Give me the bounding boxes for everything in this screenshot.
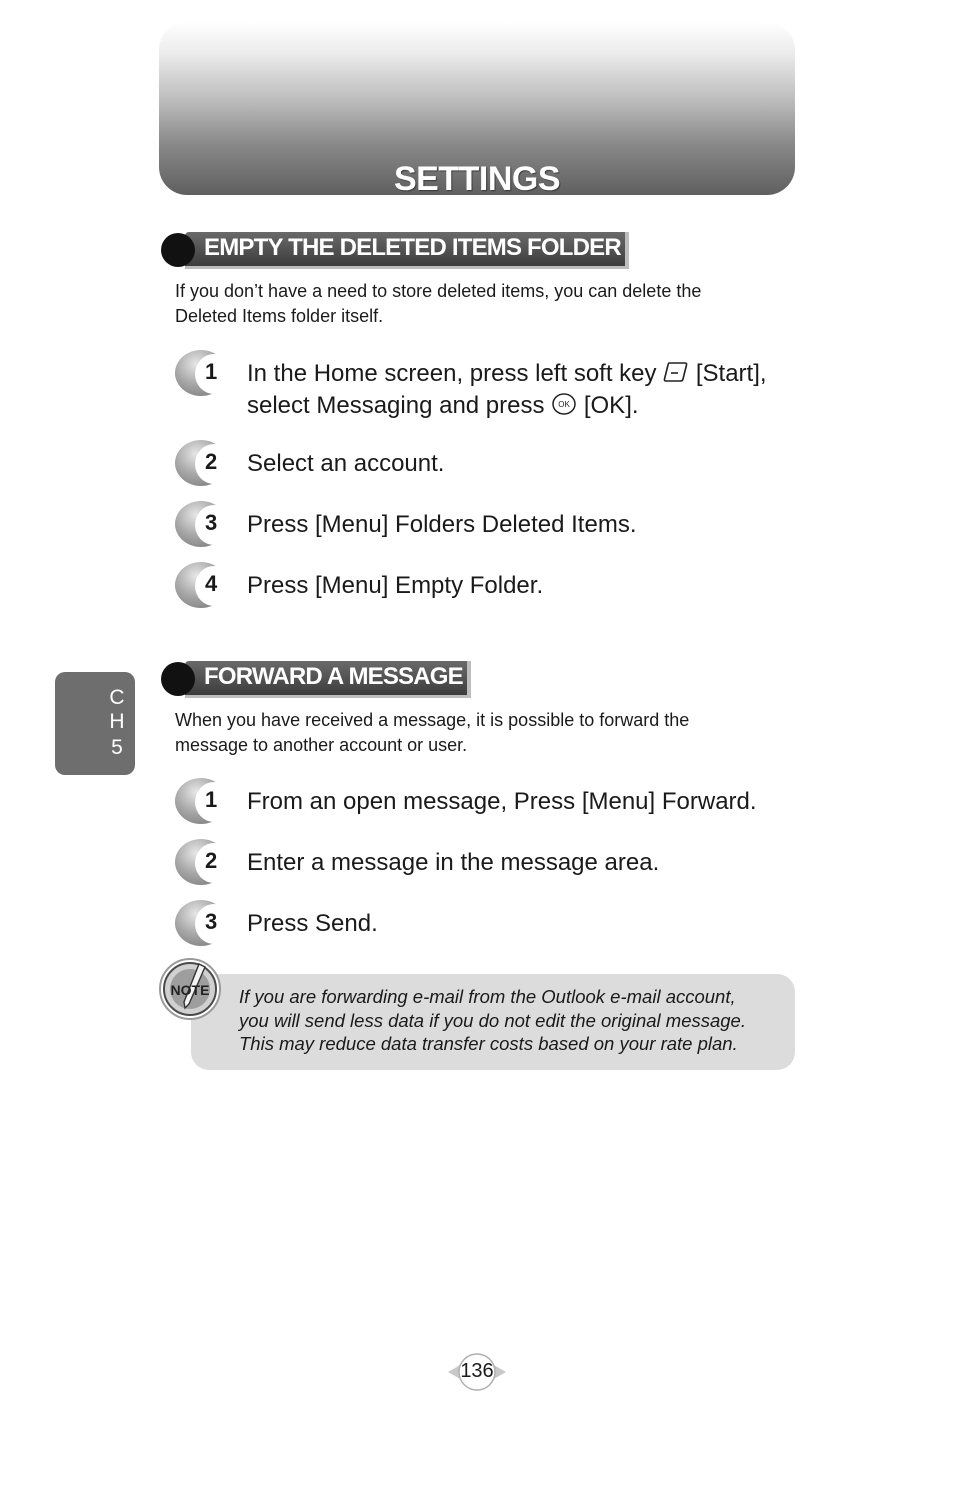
chapter-tab-letter: H bbox=[109, 710, 125, 733]
note-line: you will send less data if you do not edit the original message. bbox=[239, 1009, 746, 1031]
left-soft-key-icon bbox=[663, 360, 689, 391]
intro-line: When you have received a message, it is possible to forward the bbox=[175, 710, 690, 730]
section-heading-label: FORWARD A MESSAGE bbox=[204, 663, 463, 690]
step-text-part: [OK]. bbox=[583, 392, 639, 419]
ok-key-label: OK bbox=[558, 400, 570, 409]
step-number: 3 bbox=[205, 510, 218, 535]
step-text: Select an account. bbox=[247, 450, 445, 477]
step-number: 2 bbox=[205, 848, 218, 873]
intro-line: Deleted Items folder itself. bbox=[175, 306, 384, 326]
step-text: Press [Menu] Folders Deleted Items. bbox=[247, 511, 637, 538]
step-text-part: select Messaging and press bbox=[247, 392, 545, 419]
section-heading-empty-deleted bbox=[161, 232, 629, 268]
step-text: Enter a message in the message area. bbox=[247, 849, 660, 876]
intro-line: If you don’t have a need to store deleted items, you can delete the bbox=[175, 281, 702, 301]
ok-key-icon bbox=[551, 392, 577, 423]
step-number: 2 bbox=[205, 449, 218, 474]
section-intro bbox=[175, 708, 775, 758]
chapter-tab bbox=[55, 672, 135, 775]
note-line: This may reduce data transfer costs based on your rate plan. bbox=[239, 1033, 738, 1054]
note-icon bbox=[159, 958, 223, 1022]
step-text: Press [Menu] Empty Folder. bbox=[247, 572, 544, 599]
section-bullet-icon bbox=[161, 662, 195, 696]
step-text: Press Send. bbox=[247, 910, 378, 937]
step-badge-icon bbox=[175, 839, 231, 885]
step-text bbox=[247, 359, 767, 423]
note-line: If you are forwarding e-mail from the Outlook e-mail account, bbox=[239, 986, 736, 1007]
step-number: 3 bbox=[205, 909, 218, 934]
step-number: 4 bbox=[205, 571, 218, 596]
section-bullet-icon bbox=[161, 233, 195, 267]
page-number-badge bbox=[446, 1352, 508, 1392]
chapter-tab-letter: 5 bbox=[111, 736, 123, 759]
section-heading-forward bbox=[161, 661, 473, 697]
note-icon-label: NOTE bbox=[170, 982, 210, 998]
intro-line: message to another account or user. bbox=[175, 735, 468, 755]
chapter-tab-letter: C bbox=[109, 686, 125, 709]
page-title: SETTINGS bbox=[393, 160, 561, 198]
note-text bbox=[239, 985, 787, 1056]
header-banner bbox=[159, 22, 795, 198]
page-number: 136 bbox=[460, 1360, 494, 1382]
step-text: From an open message, Press [Menu] Forward. bbox=[247, 788, 757, 815]
step-badge-icon bbox=[175, 900, 231, 946]
step-badge-icon bbox=[175, 562, 231, 608]
step-text-part: In the Home screen, press left soft key bbox=[247, 360, 657, 387]
step-text-part: [Start], bbox=[695, 360, 767, 387]
section-heading-label: EMPTY THE DELETED ITEMS FOLDER bbox=[204, 234, 621, 261]
step-number: 1 bbox=[205, 359, 218, 384]
note-box bbox=[191, 974, 795, 1070]
step-badge-icon bbox=[175, 350, 231, 396]
step-number: 1 bbox=[205, 787, 218, 812]
step-badge-icon bbox=[175, 778, 231, 824]
step-badge-icon bbox=[175, 440, 231, 486]
section-intro bbox=[175, 279, 775, 329]
step-badge-icon bbox=[175, 501, 231, 547]
